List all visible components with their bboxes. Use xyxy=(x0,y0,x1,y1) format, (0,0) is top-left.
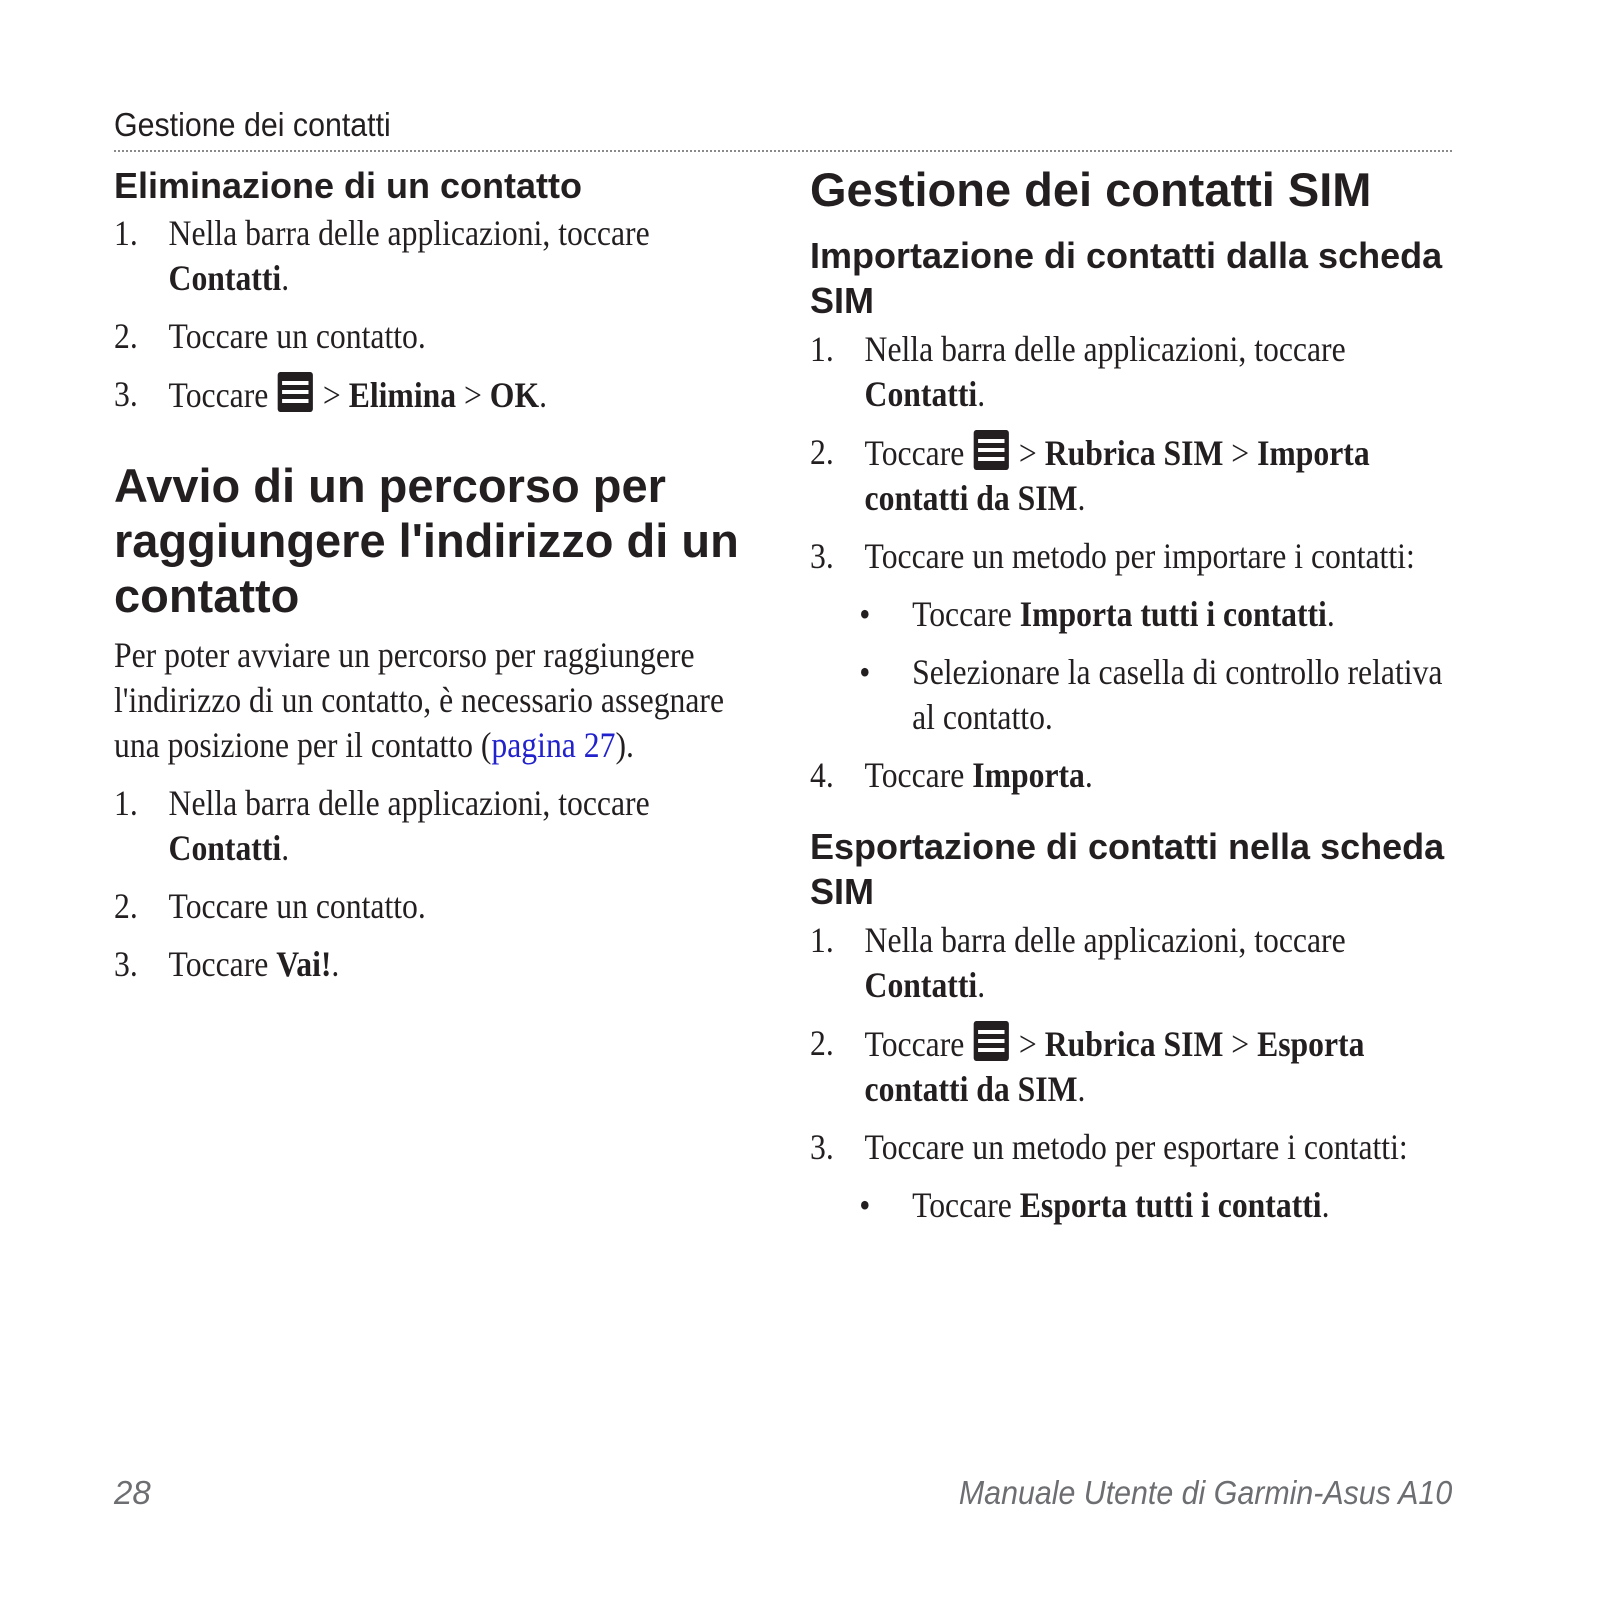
step-bold: Contatti xyxy=(168,828,282,868)
page-link[interactable]: pagina 27 xyxy=(491,725,616,765)
paragraph-text: Per poter avviare un percorso per raggiungere l'indirizzo di un contatto, è necessario assegnare una posizione per il contatto ( xyxy=(114,635,725,765)
route-heading: Avvio di un percorso per raggiungere l'indirizzo di un contatto xyxy=(114,459,739,622)
bullet-text: Toccare xyxy=(912,1185,1020,1225)
import-steps xyxy=(810,327,1462,579)
step-bold: Contatti xyxy=(864,374,978,414)
step-punct: . xyxy=(977,965,986,1005)
step-number: 2. xyxy=(114,316,138,356)
step-number: 4. xyxy=(810,755,834,795)
step-punct: . xyxy=(977,374,986,414)
separator: > xyxy=(456,375,490,415)
step-text: Nella barra delle applicazioni, toccare xyxy=(864,920,1346,960)
delete-contact-steps xyxy=(114,211,756,418)
separator: > xyxy=(1223,433,1258,473)
bullet-marker: • xyxy=(859,594,871,634)
page-number: 28 xyxy=(114,1474,151,1511)
route-steps xyxy=(114,781,756,987)
route-paragraph xyxy=(114,633,756,768)
list-item xyxy=(810,1125,1462,1170)
step-number: 1. xyxy=(810,920,834,960)
separator: > xyxy=(314,375,349,415)
step-number: 2. xyxy=(114,886,138,926)
list-item xyxy=(114,211,756,301)
left-column xyxy=(114,160,754,987)
bullet-punct: . xyxy=(1326,594,1335,634)
export-options xyxy=(810,1183,1462,1228)
right-column xyxy=(810,160,1460,1228)
step-bold: Contatti xyxy=(168,258,282,298)
import-final-step xyxy=(810,753,1462,798)
step-punct: . xyxy=(281,828,290,868)
list-item xyxy=(114,314,756,359)
step-punct: . xyxy=(1077,1069,1086,1109)
step-text: Toccare un metodo per esportare i contatti: xyxy=(864,1127,1408,1167)
list-item xyxy=(810,327,1462,417)
step-bold: Rubrica SIM xyxy=(1044,433,1224,473)
list-item xyxy=(810,753,1462,798)
step-punct: . xyxy=(331,944,340,984)
step-bold: OK xyxy=(489,375,540,415)
import-options xyxy=(810,592,1462,740)
step-bold: Rubrica SIM xyxy=(1044,1024,1224,1064)
menu-icon xyxy=(278,372,313,412)
bullet-bold: Importa tutti i contatti xyxy=(1019,594,1327,634)
manual-title: Manuale Utente di Garmin-Asus A10 xyxy=(958,1474,1452,1511)
step-number: 2. xyxy=(810,432,834,472)
export-heading: Esportazione di contatti nella scheda SIM xyxy=(810,826,1445,912)
import-heading: Importazione di contatti dalla scheda SIM xyxy=(810,235,1443,321)
delete-contact-heading: Eliminazione di un contatto xyxy=(114,165,582,206)
list-item xyxy=(810,650,1462,740)
step-bold: Vai! xyxy=(276,944,332,984)
header-divider xyxy=(114,150,1452,152)
step-number: 3. xyxy=(114,374,138,414)
export-steps xyxy=(810,918,1462,1170)
list-item xyxy=(810,1183,1462,1228)
list-item xyxy=(114,942,756,987)
bullet-text: Selezionare la casella di controllo relativa al contatto. xyxy=(912,652,1443,737)
step-bold: Elimina xyxy=(348,375,457,415)
step-number: 3. xyxy=(114,944,138,984)
step-punct: . xyxy=(281,258,290,298)
bullet-marker: • xyxy=(859,1185,871,1225)
sim-contacts-heading: Gestione dei contatti SIM xyxy=(810,163,1372,216)
step-bold: Importa xyxy=(972,755,1085,795)
step-punct: . xyxy=(1077,478,1086,518)
step-number: 2. xyxy=(810,1023,834,1063)
step-number: 1. xyxy=(810,329,834,369)
step-text: Toccare un metodo per importare i contatti: xyxy=(864,536,1415,576)
bullet-punct: . xyxy=(1321,1185,1330,1225)
step-bold: Importa contatti da SIM xyxy=(864,433,1370,518)
list-item xyxy=(114,884,756,929)
step-text: Toccare un contatto. xyxy=(168,886,426,926)
step-text: Nella barra delle applicazioni, toccare xyxy=(864,329,1346,369)
step-punct: . xyxy=(539,375,548,415)
bullet-bold: Esporta tutti i contatti xyxy=(1019,1185,1322,1225)
bullet-text: Toccare xyxy=(912,594,1020,634)
step-text: Nella barra delle applicazioni, toccare xyxy=(168,213,650,253)
list-item xyxy=(810,1021,1462,1112)
step-text: Toccare un contatto. xyxy=(168,316,426,356)
separator: > xyxy=(1010,433,1045,473)
bullet-marker: • xyxy=(859,652,871,692)
list-item xyxy=(810,534,1462,579)
step-number: 1. xyxy=(114,213,138,253)
step-text: Toccare xyxy=(168,944,277,984)
step-number: 3. xyxy=(810,536,834,576)
list-item xyxy=(114,372,756,418)
step-punct: . xyxy=(1084,755,1093,795)
step-text: Nella barra delle applicazioni, toccare xyxy=(168,783,650,823)
step-text: Toccare xyxy=(168,375,277,415)
step-number: 3. xyxy=(810,1127,834,1167)
step-text: Toccare xyxy=(864,1024,973,1064)
step-bold: Esporta contatti da SIM xyxy=(864,1024,1365,1109)
step-text: Toccare xyxy=(864,433,973,473)
list-item xyxy=(810,918,1462,1008)
step-text: Toccare xyxy=(864,755,973,795)
list-item xyxy=(114,781,756,871)
menu-icon xyxy=(974,1021,1009,1061)
separator: > xyxy=(1010,1024,1045,1064)
step-bold: Contatti xyxy=(864,965,978,1005)
section-header: Gestione dei contatti xyxy=(114,106,391,143)
menu-icon xyxy=(974,430,1009,470)
step-number: 1. xyxy=(114,783,138,823)
separator: > xyxy=(1223,1024,1258,1064)
list-item xyxy=(810,430,1462,521)
list-item xyxy=(810,592,1462,637)
paragraph-text: ). xyxy=(615,725,634,765)
